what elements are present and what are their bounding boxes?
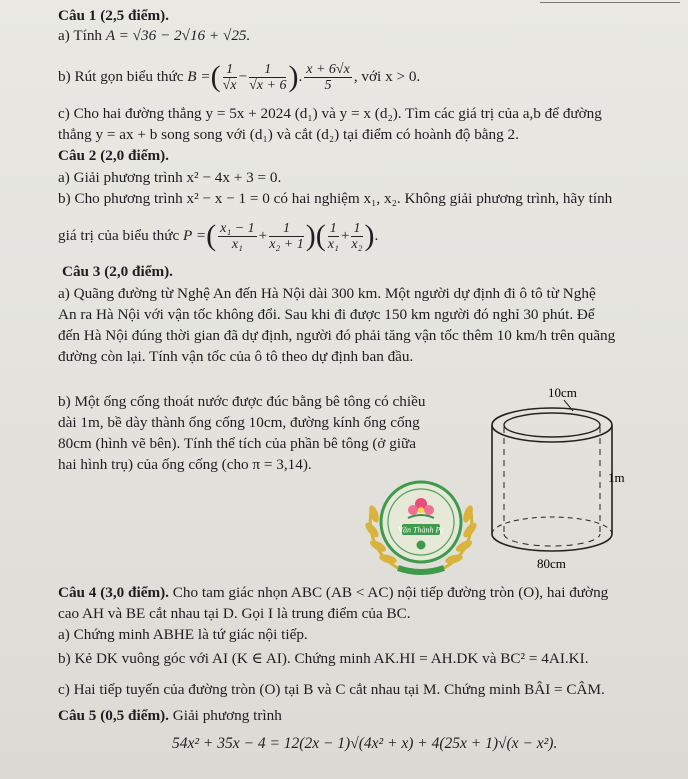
q1-a — [58, 27, 250, 45]
q1-b-cond: , với x > 0. — [353, 68, 421, 85]
top-rule — [540, 2, 680, 3]
q3-a-line4: đường còn lại. Tính vận tốc của ô tô theo dự định ban đầu. — [58, 348, 414, 365]
q1-c-line1: c) Cho hai đường thẳng y = 5x + 2024 (d₁) và y = x (d₂). Tìm các giá trị của a,b để đường — [58, 105, 602, 122]
q5-line1 — [58, 707, 282, 725]
q1-b: b) Rút gọn biểu thức B = ( $\frac{1}{√x}$ − $\frac{1}{√x + 6}$ ) . $\frac{x + 6√x}{5}$ , với x > 0. — [58, 60, 421, 93]
q2-frac3: $\frac{1}{\text{x₁}}$ — [327, 220, 339, 252]
q5-equation: 54x² + 35x − 4 = 12(2x − 1)√(4x² + x) + 4(25x + 1)√(x − x²). — [172, 735, 558, 752]
q4-a: a) Chứng minh ABHE là tứ giác nội tiếp. — [58, 626, 308, 643]
inner-top-rim — [504, 413, 600, 437]
q4-line1-text: Cho tam giác nhọn ABC (AB < AC) nội tiếp đường tròn (O), hai đường — [168, 584, 609, 601]
q1-a-prefix: a) Tính — [58, 27, 103, 44]
q1-title: Câu 1 (2,5 điểm). — [58, 7, 169, 24]
q1-b-frac2: $\frac{1}{√x + 6}$ — [249, 61, 287, 93]
pipe-figure — [480, 384, 640, 574]
q1-b-frac1: $\frac{1}{√x}$ — [222, 61, 237, 93]
q2-b-prefix: giá trị của biểu thức — [58, 227, 180, 244]
q2-frac1: $\frac{\text{x₁ − 1}}{\text{x₁}}$ — [220, 220, 255, 252]
q4-line1 — [58, 584, 608, 602]
q1-b-prefix: b) Rút gọn biểu thức — [58, 68, 184, 85]
q3-b-line1: b) Một ống cống thoát nước được đúc bằng bê tông có chiều — [58, 393, 426, 410]
q3-b-line2: dài 1m, bề dày thành ống cống 10cm, đường kính ống cống — [58, 414, 420, 431]
outer-bottom-hidden — [492, 517, 612, 534]
q2-title: Câu 2 (2,0 điểm). — [58, 147, 169, 164]
q3-a-line2: An ra Hà Nội với vận tốc không đổi. Sau khi đi được 150 km người đó nghỉ 30 phút. Để — [58, 306, 595, 323]
q3-b-line3: 80cm (hình vẽ bên). Tính thể tích của phần bê tông (ở giữa — [58, 435, 417, 452]
q1-a-expr: A = √36 − 2√16 + √25. — [105, 27, 251, 44]
q1-b-frac3: $\frac{x + 6√x}{5}$ — [306, 61, 350, 93]
diameter-label: 80cm — [537, 556, 566, 571]
height-label: 1m — [608, 470, 625, 485]
logo-name: Văn Thành Pc — [398, 525, 444, 535]
q2-frac4: $\frac{1}{\text{x₂}}$ — [351, 220, 363, 252]
q5-title: Câu 5 (0,5 điểm). — [58, 707, 169, 724]
q5-line1-text: Giải phương trình — [168, 707, 282, 724]
q4-title: Câu 4 (3,0 điểm). — [58, 584, 169, 601]
paren: ) — [288, 60, 299, 93]
q2-a: a) Giải phương trình x² − 4x + 3 = 0. — [58, 169, 282, 186]
paren: ( — [206, 219, 217, 252]
q4-line2: cao AH và BE cắt nhau tại D. Gọi I là trung điểm của BC. — [58, 605, 411, 622]
q3-a-line3: đến Hà Nội đúng thời gian đã dự định, người đó phải tăng vận tốc thêm 10 km/h trên quãng — [58, 327, 616, 344]
q2-b-P: P = — [183, 227, 207, 244]
q2-b-expr: giá trị của biểu thức P = ( $\frac{\text{x₁ − 1}}{\text{x₁}}$ + $\frac{1}{\text{x₂ + 1}}$ )( $\frac{1}{\text{x₁}}$ + $\frac{1}{\text{x₂}}$ ) . — [58, 219, 379, 252]
outer-bottom-rim — [492, 534, 612, 551]
thickness-label: 10cm — [548, 385, 577, 400]
q3-a-line1: a) Quãng đường từ Nghệ An đến Hà Nội dài 300 km. Một người dự định đi ô tô từ Nghệ — [58, 285, 596, 302]
q4-c: c) Hai tiếp tuyến của đường tròn (O) tại B và C cắt nhau tại M. Chứng minh BÂI = CÂM. — [58, 681, 605, 698]
school-logo — [358, 470, 484, 578]
q4-b: b) Kẻ DK vuông góc với AI (K ∈ AI). Chứng minh AK.HI = AH.DK và BC² = 4AI.KI. — [58, 650, 589, 667]
q1-c-line2: thẳng y = ax + b song song với (d₁) và cắt (d₂) tại điểm có hoành độ bằng 2. — [58, 126, 519, 143]
q2-frac2: $\frac{1}{\text{x₂ + 1}}$ — [269, 220, 304, 252]
paren: )( — [305, 219, 326, 252]
q3-title: Câu 3 (2,0 điểm). — [62, 263, 173, 280]
paren: ) — [364, 219, 375, 252]
q1-b-B: B = — [187, 68, 211, 85]
q3-b-line4: hai hình trụ) của ống cống (cho π = 3,14). — [58, 456, 312, 473]
q2-b-line: b) Cho phương trình x² − x − 1 = 0 có hai nghiệm x₁, x₂. Không giải phương trình, hãy tính — [58, 190, 613, 207]
inner-bottom-hidden — [504, 534, 600, 546]
paren: ( — [210, 60, 221, 93]
